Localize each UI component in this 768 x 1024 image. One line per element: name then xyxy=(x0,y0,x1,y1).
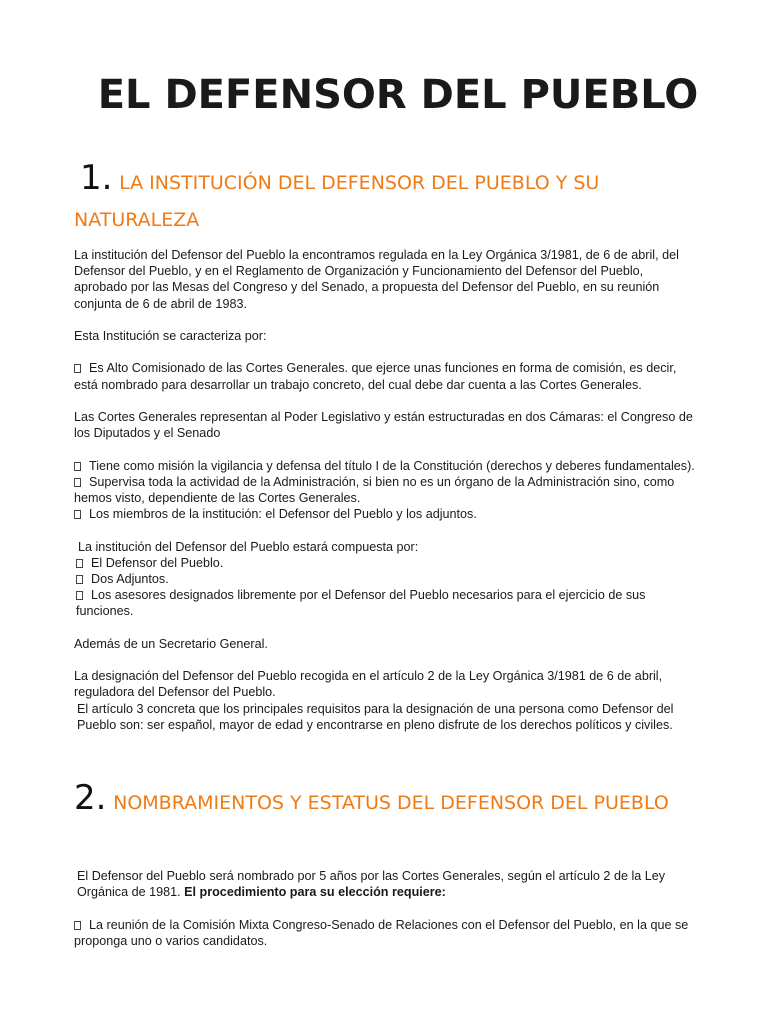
bullet-icon xyxy=(74,364,81,373)
paragraph: Esta Institución se caracteriza por: xyxy=(74,329,267,343)
bullet-item: Es Alto Comisionado de las Cortes Generales. que ejerce unas funciones en forma de comisión, es decir, está nombrado para desarrollar un trabajo concreto, del cual debe dar cuenta a las Cortes Generales. xyxy=(74,361,677,392)
section-1-number: 1. xyxy=(80,158,113,198)
section-2-title: NOMBRAMIENTOS Y ESTATUS DEL DEFENSOR DEL PUEBLO xyxy=(113,792,669,814)
bullet-icon xyxy=(76,591,83,600)
paragraph: El artículo 3 concreta que los principales requisitos para la designación de una persona como Defensor del Pueblo son: ser español, mayor de edad y encontrarse en pleno disfrute de los derechos políticos y civiles. xyxy=(77,701,674,732)
bullet-item: Dos Adjuntos. xyxy=(74,571,698,587)
bullet-item: La reunión de la Comisión Mixta Congreso-Senado de Relaciones con el Defensor del Pueblo, en la que se proponga uno o varios candidatos. xyxy=(74,917,689,948)
bullet-item: Tiene como misión la vigilancia y defensa del título I de la Constitución (derechos y deberes fundamentales). xyxy=(74,458,698,474)
bullet-icon xyxy=(74,510,81,519)
bullet-item: Supervisa toda la actividad de la Administración, si bien no es un órgano de la Administración sino, como hemos visto, dependiente de las Cortes Generales. xyxy=(74,474,675,505)
section-1-body xyxy=(74,247,698,733)
bullet-item: El Defensor del Pueblo. xyxy=(74,555,698,571)
bold-text: El procedimiento para su elección requiere: xyxy=(184,885,446,900)
section-1-heading xyxy=(74,160,694,238)
section-2-heading xyxy=(74,780,694,821)
section-1-title: LA INSTITUCIÓN DEL DEFENSOR DEL PUEBLO Y SU NATURALEZA xyxy=(74,172,600,231)
document-title: EL DEFENSOR DEL PUEBLO xyxy=(97,72,699,118)
paragraph: La institución del Defensor del Pueblo la encontramos regulada en la Ley Orgánica 3/1981, de 6 de abril, del Defensor del Pueblo, y en el Reglamento de Organización y Funcionamiento del Defensor del Pueblo, aprobado por las Mesas del Congreso y del Senado, a propuesta del Defensor del Pueblo, en su reunión conjunta de 6 de abril de 1983. xyxy=(74,248,679,311)
paragraph: La designación del Defensor del Pueblo recogida en el artículo 2 de la Ley Orgánica 3/1981 de 6 de abril, reguladora del Defensor del Pueblo. xyxy=(74,669,663,700)
bullet-item: Los miembros de la institución: el Defensor del Pueblo y los adjuntos. xyxy=(74,506,698,522)
bullet-icon xyxy=(76,559,83,568)
bullet-icon xyxy=(74,462,81,471)
bullet-icon xyxy=(74,478,81,487)
paragraph: Además de un Secretario General. xyxy=(74,636,268,651)
paragraph: El Defensor del Pueblo será nombrado por 5 años por las Cortes Generales, según el artículo 2 de la Ley Orgánica de 1981. El procedimiento para su elección requiere: xyxy=(77,869,666,900)
bullet-icon xyxy=(74,921,81,930)
bullet-icon xyxy=(76,575,83,584)
paragraph: La institución del Defensor del Pueblo estará compuesta por: xyxy=(78,539,419,554)
section-2-number: 2. xyxy=(74,778,107,818)
bullet-item: Los asesores designados libremente por el Defensor del Pueblo necesarios para el ejercicio de sus funciones. xyxy=(76,588,646,619)
paragraph: Las Cortes Generales representan al Poder Legislativo y están estructuradas en dos Cámaras: el Congreso de los Diputados y el Senado xyxy=(74,409,693,441)
section-2-body xyxy=(74,868,698,949)
